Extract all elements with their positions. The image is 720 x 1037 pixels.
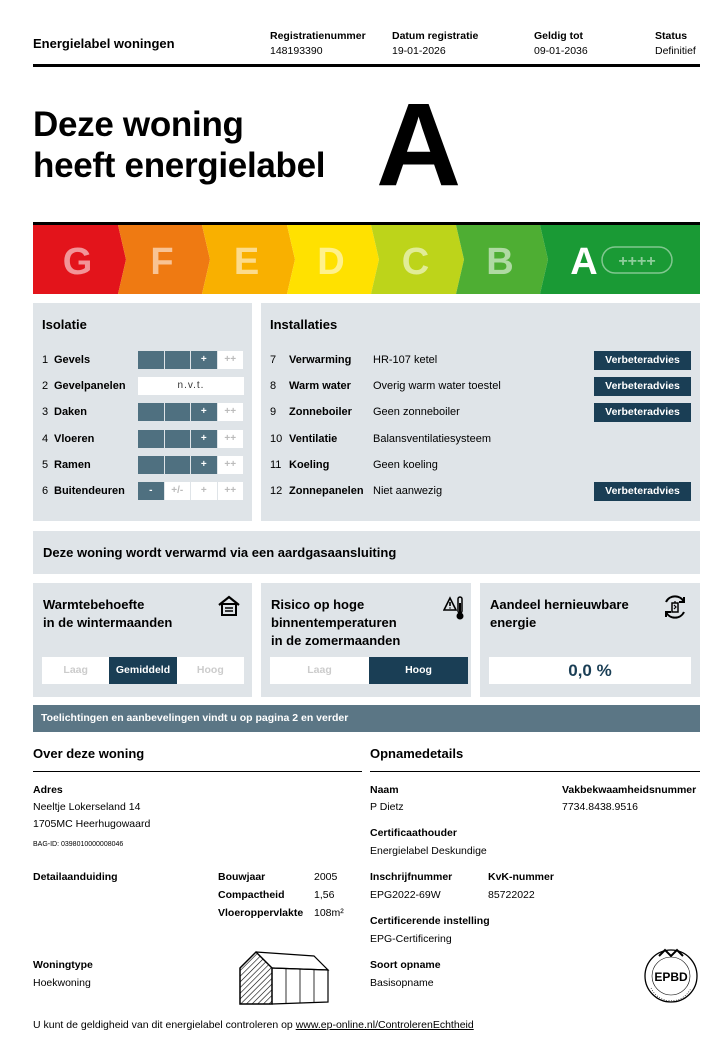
isolatie-rating-segment: ++ xyxy=(218,351,244,369)
isolatie-rating-segment xyxy=(138,456,164,474)
row-number: 7 xyxy=(270,354,277,366)
risico-scale xyxy=(270,657,468,684)
isolatie-rating-segment xyxy=(165,456,191,474)
row-number: 8 xyxy=(270,380,277,393)
adres-label: Adres xyxy=(33,784,63,796)
row-number: 3 xyxy=(42,406,49,419)
document-title: Energielabel woningen xyxy=(33,36,175,51)
isolatie-rating-segment: + xyxy=(191,482,217,500)
isolatie-rating-segment: ++ xyxy=(218,482,244,500)
epbd-logo-text: EPBD xyxy=(654,970,688,984)
opname-section-title: Opnamedetails xyxy=(370,746,464,761)
installatie-value: Geen zonneboiler xyxy=(373,406,460,419)
isolatie-rating-segment: + xyxy=(191,430,217,448)
isolatie-row xyxy=(42,377,126,395)
row-name: Warm water xyxy=(289,380,351,393)
thermometer-warning-icon xyxy=(443,595,465,621)
naam-value: P Dietz xyxy=(370,801,404,813)
row-name: Zonneboiler xyxy=(289,406,352,419)
opname-section-line xyxy=(370,771,700,772)
inst-label: Certificerende instelling xyxy=(370,915,490,927)
row-number: 9 xyxy=(270,406,277,419)
row-name: Gevels xyxy=(54,354,91,366)
isolatie-value: n.v.t. xyxy=(138,377,244,395)
risico-card xyxy=(261,583,471,697)
row-number: 5 xyxy=(42,458,49,471)
scale-segment-g xyxy=(33,225,126,294)
scale-segment-f xyxy=(118,225,210,294)
street: Neeltje Lokerseland 14 xyxy=(33,801,141,813)
scale-segment-b xyxy=(456,225,548,294)
isolatie-row xyxy=(42,456,91,474)
isolatie-row xyxy=(42,430,94,448)
row-name: Buitendeuren xyxy=(54,485,125,497)
valid-until: Geldig tot 09-01-2036 xyxy=(534,30,588,57)
headline: Deze woning heeft energielabel xyxy=(33,105,326,185)
detail-label: Detailaanduiding xyxy=(33,871,118,883)
row-name: Koeling xyxy=(289,458,330,471)
installatie-value: HR-107 ketel xyxy=(373,354,438,366)
vak-value: 7734.8438.9516 xyxy=(562,801,638,813)
isolatie-rating-segment xyxy=(138,351,164,369)
cert-value: Energielabel Deskundige xyxy=(370,845,487,857)
cert-label: Certificaathouder xyxy=(370,827,457,839)
woningtype-value: Hoekwoning xyxy=(33,977,91,989)
isolatie-rating-segment: ++ xyxy=(218,403,244,421)
installatie-row xyxy=(270,482,364,500)
verbeteradvies-button[interactable]: Verbeteradvies xyxy=(594,377,691,396)
verbeteradvies-button[interactable]: Verbeteradvies xyxy=(594,403,691,422)
installatie-row xyxy=(270,351,351,369)
scale-segment-d xyxy=(287,225,379,294)
scale-letter: E xyxy=(233,241,260,283)
isolatie-row xyxy=(42,403,87,421)
bouwjaar-value: 2005 xyxy=(314,871,338,883)
isolatie-row xyxy=(42,482,125,500)
row-number: 6 xyxy=(42,485,49,497)
scale-option: Gemiddeld xyxy=(109,657,176,684)
vloer-value: 108m² xyxy=(314,907,344,919)
installatie-row xyxy=(270,456,329,474)
plus-badge-text: ++++ xyxy=(618,253,656,270)
inst-value: EPG-Certificering xyxy=(370,933,452,945)
warmte-title: Warmtebehoefte in de wintermaanden xyxy=(43,597,173,630)
scale-segment-a xyxy=(540,225,700,294)
woning-section-line xyxy=(33,771,362,772)
installatie-value: Niet aanwezig xyxy=(373,485,443,497)
isolatie-rating-segment xyxy=(138,403,164,421)
installatie-value: Balansventilatiesysteem xyxy=(373,432,492,445)
scale-letter: D xyxy=(317,241,345,283)
footer-text: U kunt de geldigheid van dit energielabel controleren op www.ep-online.nl/ControlerenEchtheid xyxy=(33,1019,474,1031)
verbeteradvies-button[interactable]: Verbeteradvies xyxy=(594,351,691,370)
row-name: Zonnepanelen xyxy=(289,485,364,497)
row-number: 11 xyxy=(270,458,282,471)
isolatie-rating-segment: + xyxy=(191,456,217,474)
isolatie-rating-segment xyxy=(138,430,164,448)
isolatie-rating-segment: + xyxy=(191,351,217,369)
row-name: Ventilatie xyxy=(289,432,338,445)
soort-value: Basisopname xyxy=(370,977,434,989)
vloer-label: Vloeroppervlakte xyxy=(218,907,304,919)
row-number: 4 xyxy=(42,432,49,445)
isolatie-panel xyxy=(33,303,252,521)
soort-label: Soort opname xyxy=(370,959,441,971)
woning-section-title: Over deze woning xyxy=(33,746,145,761)
scale-letter: C xyxy=(401,241,430,283)
bag-id: BAG-ID: 0398010000008046 xyxy=(33,841,124,848)
verify-link[interactable]: www.ep-online.nl/ControlerenEchtheid xyxy=(295,1019,474,1031)
renewable-energy-icon xyxy=(661,593,689,621)
naam-label: Naam xyxy=(370,784,399,796)
scale-segment-e xyxy=(202,225,295,294)
row-number: 12 xyxy=(270,485,283,497)
row-name: Ramen xyxy=(54,458,91,471)
house-heating-icon xyxy=(217,595,241,617)
epbd-logo-icon xyxy=(643,948,699,1004)
row-number: 10 xyxy=(270,432,283,445)
heating-banner: Deze woning wordt verwarmd via een aardgasaansluiting xyxy=(33,531,700,574)
installatie-row xyxy=(270,403,352,421)
isolatie-rating-segment xyxy=(165,403,191,421)
header-divider xyxy=(33,64,700,67)
hernieuwbaar-card xyxy=(480,583,700,697)
isolatie-rating-segment xyxy=(165,430,191,448)
isolatie-rating-segment: - xyxy=(138,482,164,500)
scale-option: Laag xyxy=(270,657,369,684)
installatie-row xyxy=(270,377,351,395)
kvk-value: 85722022 xyxy=(488,889,535,901)
compact-value: 1,56 xyxy=(314,889,335,901)
inschr-value: EPG2022-69W xyxy=(370,889,441,901)
kvk-label: KvK-nummer xyxy=(488,871,554,883)
warmte-card xyxy=(33,583,252,697)
installatie-value: Geen koeling xyxy=(373,458,438,471)
energy-scale xyxy=(33,225,700,294)
installaties-title: Installaties xyxy=(270,317,338,332)
risico-title: Risico op hoge binnentemperaturen in de zomermaanden xyxy=(271,597,401,648)
row-name: Gevelpanelen xyxy=(54,380,126,393)
scale-letter: B xyxy=(486,241,514,283)
vak-label: Vakbekwaamheidsnummer xyxy=(562,784,697,796)
registration-number: Registratienummer 148193390 xyxy=(270,30,366,57)
isolatie-row xyxy=(42,351,90,369)
status: Status Definitief xyxy=(655,30,696,57)
isolatie-rating-segment: ++ xyxy=(218,430,244,448)
inschr-label: Inschrijfnummer xyxy=(370,871,453,883)
installatie-row xyxy=(270,430,337,448)
row-number: 2 xyxy=(42,380,49,393)
scale-letter: G xyxy=(62,241,93,283)
bouwjaar-label: Bouwjaar xyxy=(218,871,266,883)
isolatie-rating-segment xyxy=(165,351,191,369)
isolatie-title: Isolatie xyxy=(42,317,87,332)
scale-option: Hoog xyxy=(369,657,468,684)
woningtype-label: Woningtype xyxy=(33,959,93,971)
info-banner: Toelichtingen en aanbevelingen vindt u op pagina 2 en verder xyxy=(33,705,700,732)
corner-house-icon xyxy=(236,946,332,1006)
postcode-city: 1705MC Heerhugowaard xyxy=(33,818,151,830)
registration-date: Datum registratie 19-01-2026 xyxy=(392,30,479,57)
row-name: Verwarming xyxy=(289,354,352,366)
hernieuwbaar-title: Aandeel hernieuwbare energie xyxy=(490,597,629,630)
scale-letter: F xyxy=(150,241,174,283)
scale-letter: A xyxy=(570,241,598,283)
energy-label-big: A xyxy=(376,79,462,211)
energy-scale-graphic xyxy=(33,225,700,294)
installatie-value: Overig warm water toestel xyxy=(373,380,501,393)
warmte-scale xyxy=(42,657,244,684)
scale-option: Hoog xyxy=(177,657,244,684)
installaties-panel xyxy=(261,303,700,521)
scale-segment-c xyxy=(371,225,464,294)
row-number: 1 xyxy=(42,354,49,366)
row-name: Vloeren xyxy=(54,432,95,445)
hernieuwbaar-value: 0,0 % xyxy=(489,657,691,684)
compact-label: Compactheid xyxy=(218,889,285,901)
row-name: Daken xyxy=(54,406,88,419)
isolatie-rating-segment: + xyxy=(191,403,217,421)
isolatie-rating-segment: ++ xyxy=(218,456,244,474)
isolatie-rating-segment: +/- xyxy=(165,482,191,500)
verbeteradvies-button[interactable]: Verbeteradvies xyxy=(594,482,691,501)
scale-option: Laag xyxy=(42,657,109,684)
